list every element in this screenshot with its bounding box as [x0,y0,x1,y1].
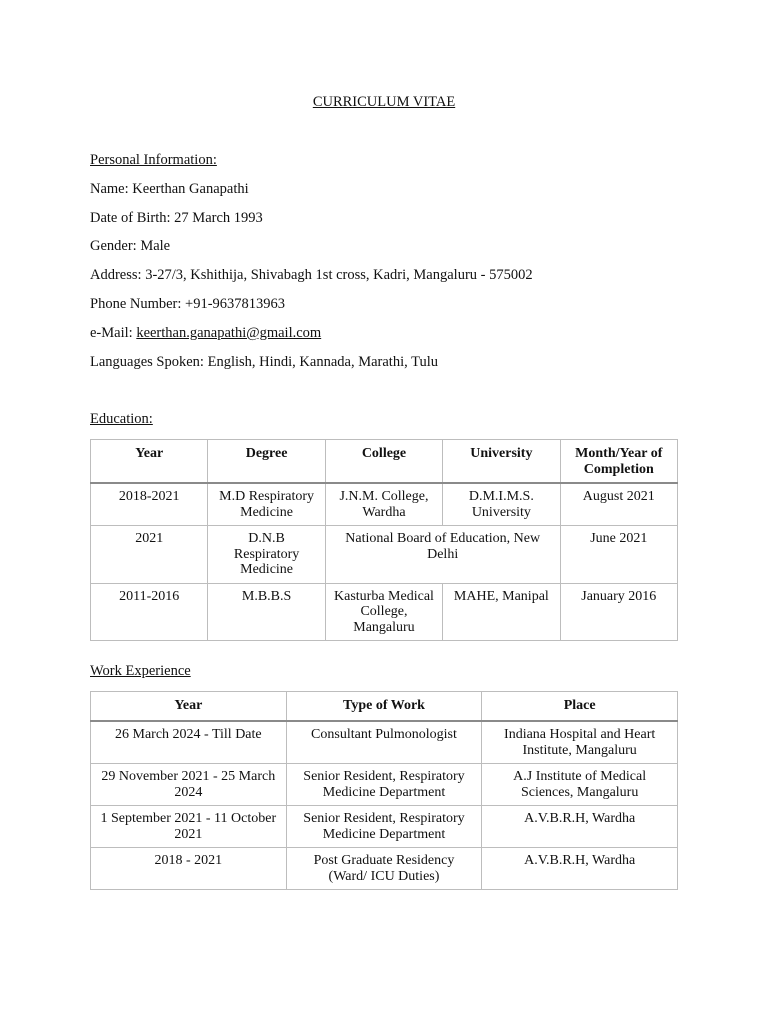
table-cell: MAHE, Manipal [443,583,560,641]
table-row [91,526,678,584]
table-cell: Kasturba Medical College, Mangaluru [325,583,442,641]
work-header-type: Type of Work [286,692,482,722]
education-table [90,439,678,641]
work-experience-heading: Work Experience [90,663,191,679]
education-heading: Education: [90,411,153,427]
email-link[interactable]: keerthan.ganapathi@gmail.com [136,325,322,341]
table-cell: Indiana Hospital and Heart Institute, Mangaluru [482,721,678,764]
work-header-row [91,692,678,722]
table-cell: August 2021 [560,483,677,526]
dob-label: Date of Birth: [90,210,171,226]
table-cell: National Board of Education, New Delhi [325,526,560,584]
edu-header-degree: Degree [208,440,325,484]
name-label: Name: [90,181,129,197]
table-cell: D.N.B Respiratory Medicine [208,526,325,584]
table-cell: Senior Resident, Respiratory Medicine Department [286,806,482,848]
table-row [91,848,678,890]
table-cell: Post Graduate Residency (Ward/ ICU Duties) [286,848,482,890]
edu-header-year: Year [91,440,208,484]
table-cell: 2018 - 2021 [91,848,287,890]
edu-header-completion: Month/Year of Completion [560,440,677,484]
email-label: e-Mail: [90,325,133,341]
languages-line [90,354,438,371]
table-cell: A.V.B.R.H, Wardha [482,848,678,890]
gender-line [90,238,170,255]
table-row [91,764,678,806]
work-header-place: Place [482,692,678,722]
work-header-year: Year [91,692,287,722]
table-cell: 26 March 2024 - Till Date [91,721,287,764]
edu-header-college: College [325,440,442,484]
table-cell: January 2016 [560,583,677,641]
table-row [91,806,678,848]
phone-value: +91-9637813963 [185,296,286,312]
table-cell: M.D Respiratory Medicine [208,483,325,526]
table-cell: 29 November 2021 - 25 March 2024 [91,764,287,806]
table-cell: J.N.M. College, Wardha [325,483,442,526]
dob-value: 27 March 1993 [174,210,263,226]
table-cell: D.M.I.M.S. University [443,483,560,526]
table-cell: June 2021 [560,526,677,584]
gender-value: Male [140,238,171,254]
address-label: Address: [90,267,142,283]
page-title: CURRICULUM VITAE [312,94,456,110]
table-row [91,583,678,641]
phone-line [90,296,285,313]
name-value: Keerthan Ganapathi [132,181,249,197]
table-cell: A.J Institute of Medical Sciences, Mangaluru [482,764,678,806]
gender-label: Gender: [90,238,137,254]
personal-info-heading: Personal Information: [90,152,217,168]
table-cell: M.B.B.S [208,583,325,641]
table-cell: 1 September 2021 - 11 October 2021 [91,806,287,848]
table-row [91,483,678,526]
languages-value: English, Hindi, Kannada, Marathi, Tulu [207,354,438,370]
table-cell: Consultant Pulmonologist [286,721,482,764]
languages-label: Languages Spoken: [90,354,204,370]
table-cell: 2011-2016 [91,583,208,641]
education-header-row [91,440,678,484]
dob-line [90,210,263,227]
name-line [90,181,249,198]
table-row [91,721,678,764]
table-cell: 2021 [91,526,208,584]
table-cell: 2018-2021 [91,483,208,526]
table-cell: Senior Resident, Respiratory Medicine Department [286,764,482,806]
address-value: 3-27/3, Kshithija, Shivabagh 1st cross, Kadri, Mangaluru - 575002 [145,267,533,283]
edu-header-university: University [443,440,560,484]
address-line [90,267,533,284]
phone-label: Phone Number: [90,296,182,312]
email-line [90,325,321,342]
table-cell: A.V.B.R.H, Wardha [482,806,678,848]
work-experience-table [90,691,678,890]
